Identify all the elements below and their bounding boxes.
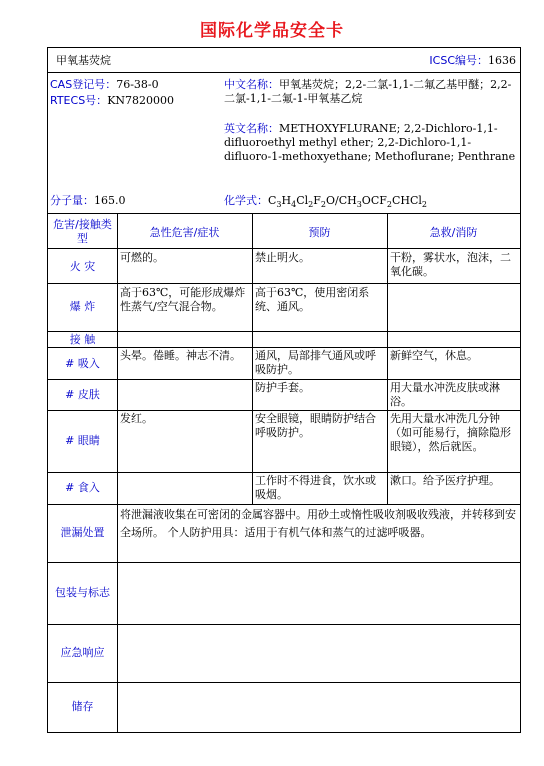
divider [48,72,520,73]
molecular-weight [50,194,126,208]
rtecs-value: KN7820000 [107,94,175,107]
chinese-name [224,78,516,106]
row-label-inhalation: # 吸入 [65,357,100,370]
formula-sub: 3 [276,200,282,210]
formula-part: OCF [361,194,387,207]
divider [48,682,520,683]
row-label-contact: 接 触 [69,333,96,346]
mw-value: 165.0 [94,194,126,207]
rtecs-number [50,94,174,108]
divider [117,213,118,562]
divider [48,624,520,625]
formula-sub: 4 [291,200,297,210]
formula-sub: 2 [308,200,314,210]
rtecs-label: RTECS号： [50,94,108,107]
formula-part: H [281,194,292,207]
divider [48,213,520,214]
fire-aid: 干粉，雾状水，泡沫，二氧化碳。 [390,251,511,278]
eyes-aid: 先用大量水冲洗几分钟（如可能易行，摘除隐形眼镜），然后就医。 [390,412,511,453]
ingestion-prevention: 工作时不得进食，饮水或吸烟。 [255,474,376,501]
safety-card [47,47,521,733]
cas-label: CAS登记号： [50,78,117,91]
formula-sub: 2 [421,200,428,210]
header-prevention: 预防 [308,226,331,239]
header-first-aid: 急救/消防 [429,226,478,239]
formula-part: CHCl [391,194,422,207]
page-title: 国际化学品安全卡 [200,21,344,41]
divider [252,213,253,504]
formula-value [268,194,428,210]
spill-text: 将泄漏液收集在可密闭的金属容器中。用砂土或惰性吸收剂吸收残液，并转移到安全场所。 个人防护用具：适用于有机气体和蒸气的过滤呼吸器。 [120,508,516,539]
header-acute: 急性危害/症状 [149,226,220,239]
formula-part: C [268,194,277,207]
cas-number [50,78,159,92]
divider [48,472,520,473]
icsc-label: ICSC编号： [429,54,488,67]
cn-value: 甲氧基荧烷；2,2-二氯-1,1-二氟乙基甲醚；2,2-二氯-1,1-二氟-1-甲氧基乙烷 [224,78,512,105]
formula-sub: 2 [320,200,326,210]
divider [48,347,520,348]
divider [117,562,118,732]
inhalation-aid: 新鲜空气，休息。 [390,349,478,362]
divider [48,283,520,284]
divider [48,379,520,380]
header-type: 危害/接触类型 [53,218,112,245]
divider [387,213,388,504]
eyes-prevention: 安全眼镜，眼睛防护结合呼吸防护。 [255,412,376,439]
inhalation-prevention: 通风，局部排气通风或呼吸防护。 [255,349,376,376]
divider [48,248,520,249]
cas-value: 76-38-0 [116,78,159,91]
row-label-emergency: 应急响应 [60,646,105,659]
chemical-formula [224,194,516,208]
explosion-prevention: 高于63℃，使用密闭系统、通风。 [255,286,370,313]
icsc-value: 1636 [488,54,516,67]
row-label-fire: 火 灾 [69,260,96,273]
icsc-number [429,54,516,68]
formula-part: F [313,194,321,207]
fire-acute: 可燃的。 [120,251,164,264]
row-label-packaging: 包装与标志 [55,586,110,599]
skin-aid: 用大量水冲洗皮肤或淋浴。 [390,381,500,408]
formula-sub: 3 [356,200,362,210]
english-name [224,122,516,164]
formula-label: 化学式： [224,194,268,207]
formula-sub: 2 [386,200,392,210]
divider [48,562,520,563]
inhalation-acute: 头晕。倦睡。神志不清。 [120,349,241,362]
row-label-spill: 泄漏处置 [60,526,105,539]
divider [48,410,520,411]
fire-prevention: 禁止明火。 [255,251,310,264]
cn-label: 中文名称： [224,78,279,91]
eyes-acute: 发红。 [120,412,153,425]
explosion-acute: 高于63℃，可能形成爆炸性蒸气/空气混合物。 [120,286,246,313]
row-label-storage: 储存 [71,700,94,713]
mw-label: 分子量： [50,194,94,207]
ingestion-aid: 漱口。给予医疗护理。 [390,474,500,487]
row-label-explosion: 爆 炸 [69,300,96,313]
divider [48,504,520,505]
en-label: 英文名称： [224,122,279,135]
formula-part: Cl [296,194,309,207]
en-value: METHOXYFLURANE; 2,2-Dichloro-1,1-difluoroethyl methyl ether; 2,2-Dichloro-1,1-difluoro-1-methoxyethane; Methoflurane; Penthrane [224,122,516,163]
row-label-eyes: # 眼睛 [65,434,100,447]
row-label-ingestion: # 食入 [65,481,100,494]
divider [48,331,520,332]
chemical-name: 甲氧基荧烷 [56,54,111,67]
row-label-skin: # 皮肤 [65,388,100,401]
formula-part: O/CH [325,194,357,207]
skin-prevention: 防护手套。 [255,381,310,394]
